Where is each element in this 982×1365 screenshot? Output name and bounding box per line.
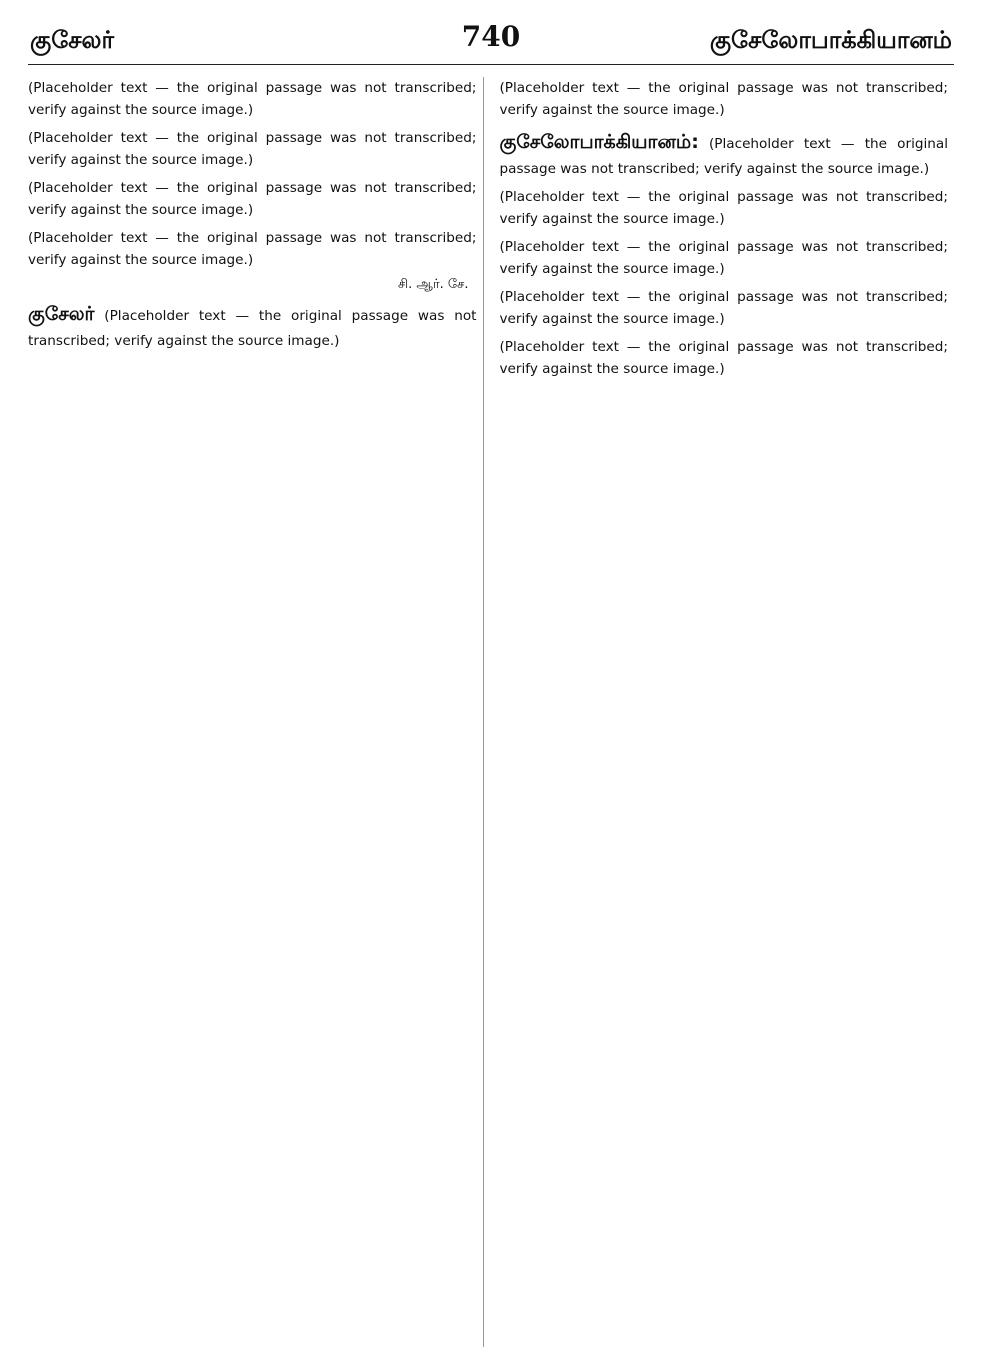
page-header bbox=[28, 18, 954, 65]
entry-paragraph bbox=[500, 127, 949, 180]
paragraph: (Placeholder text — the original passage was not transcribed; verify against the source image.) bbox=[28, 180, 477, 219]
entry-heading: குசேலர் bbox=[28, 303, 95, 326]
entry-body: (Placeholder text — the original passage was not transcribed; verify against the source image.) bbox=[499, 136, 948, 177]
running-head-right: குசேலோபாக்கியானம் bbox=[709, 26, 952, 54]
left-column bbox=[28, 77, 484, 1347]
paragraph: (Placeholder text — the original passage was not transcribed; verify against the source image.) bbox=[499, 288, 948, 327]
entry-paragraph bbox=[28, 299, 477, 352]
paragraph: (Placeholder text — the original passage was not transcribed; verify against the source image.) bbox=[499, 238, 948, 277]
page-number: 740 bbox=[461, 20, 521, 53]
paragraph: (Placeholder text — the original passage was not transcribed; verify against the source image.) bbox=[28, 80, 477, 119]
paragraph: (Placeholder text — the original passage was not transcribed; verify against the source image.) bbox=[28, 230, 477, 269]
entry-body: (Placeholder text — the original passage was not transcribed; verify against the source image.) bbox=[28, 308, 477, 349]
paragraph: (Placeholder text — the original passage was not transcribed; verify against the source image.) bbox=[28, 130, 477, 169]
text-columns bbox=[28, 77, 954, 1347]
running-head-left: குசேலர் bbox=[30, 26, 114, 54]
right-column bbox=[500, 77, 955, 1347]
paragraph: (Placeholder text — the original passage was not transcribed; verify against the source image.) bbox=[499, 80, 948, 119]
paragraph: (Placeholder text — the original passage was not transcribed; verify against the source image.) bbox=[499, 338, 948, 377]
entry-heading: குசேலோபாக்கியானம்: bbox=[499, 131, 699, 154]
author-signature: சி. ஆர். சே. bbox=[397, 277, 469, 293]
paragraph: (Placeholder text — the original passage was not transcribed; verify against the source image.) bbox=[499, 188, 948, 227]
